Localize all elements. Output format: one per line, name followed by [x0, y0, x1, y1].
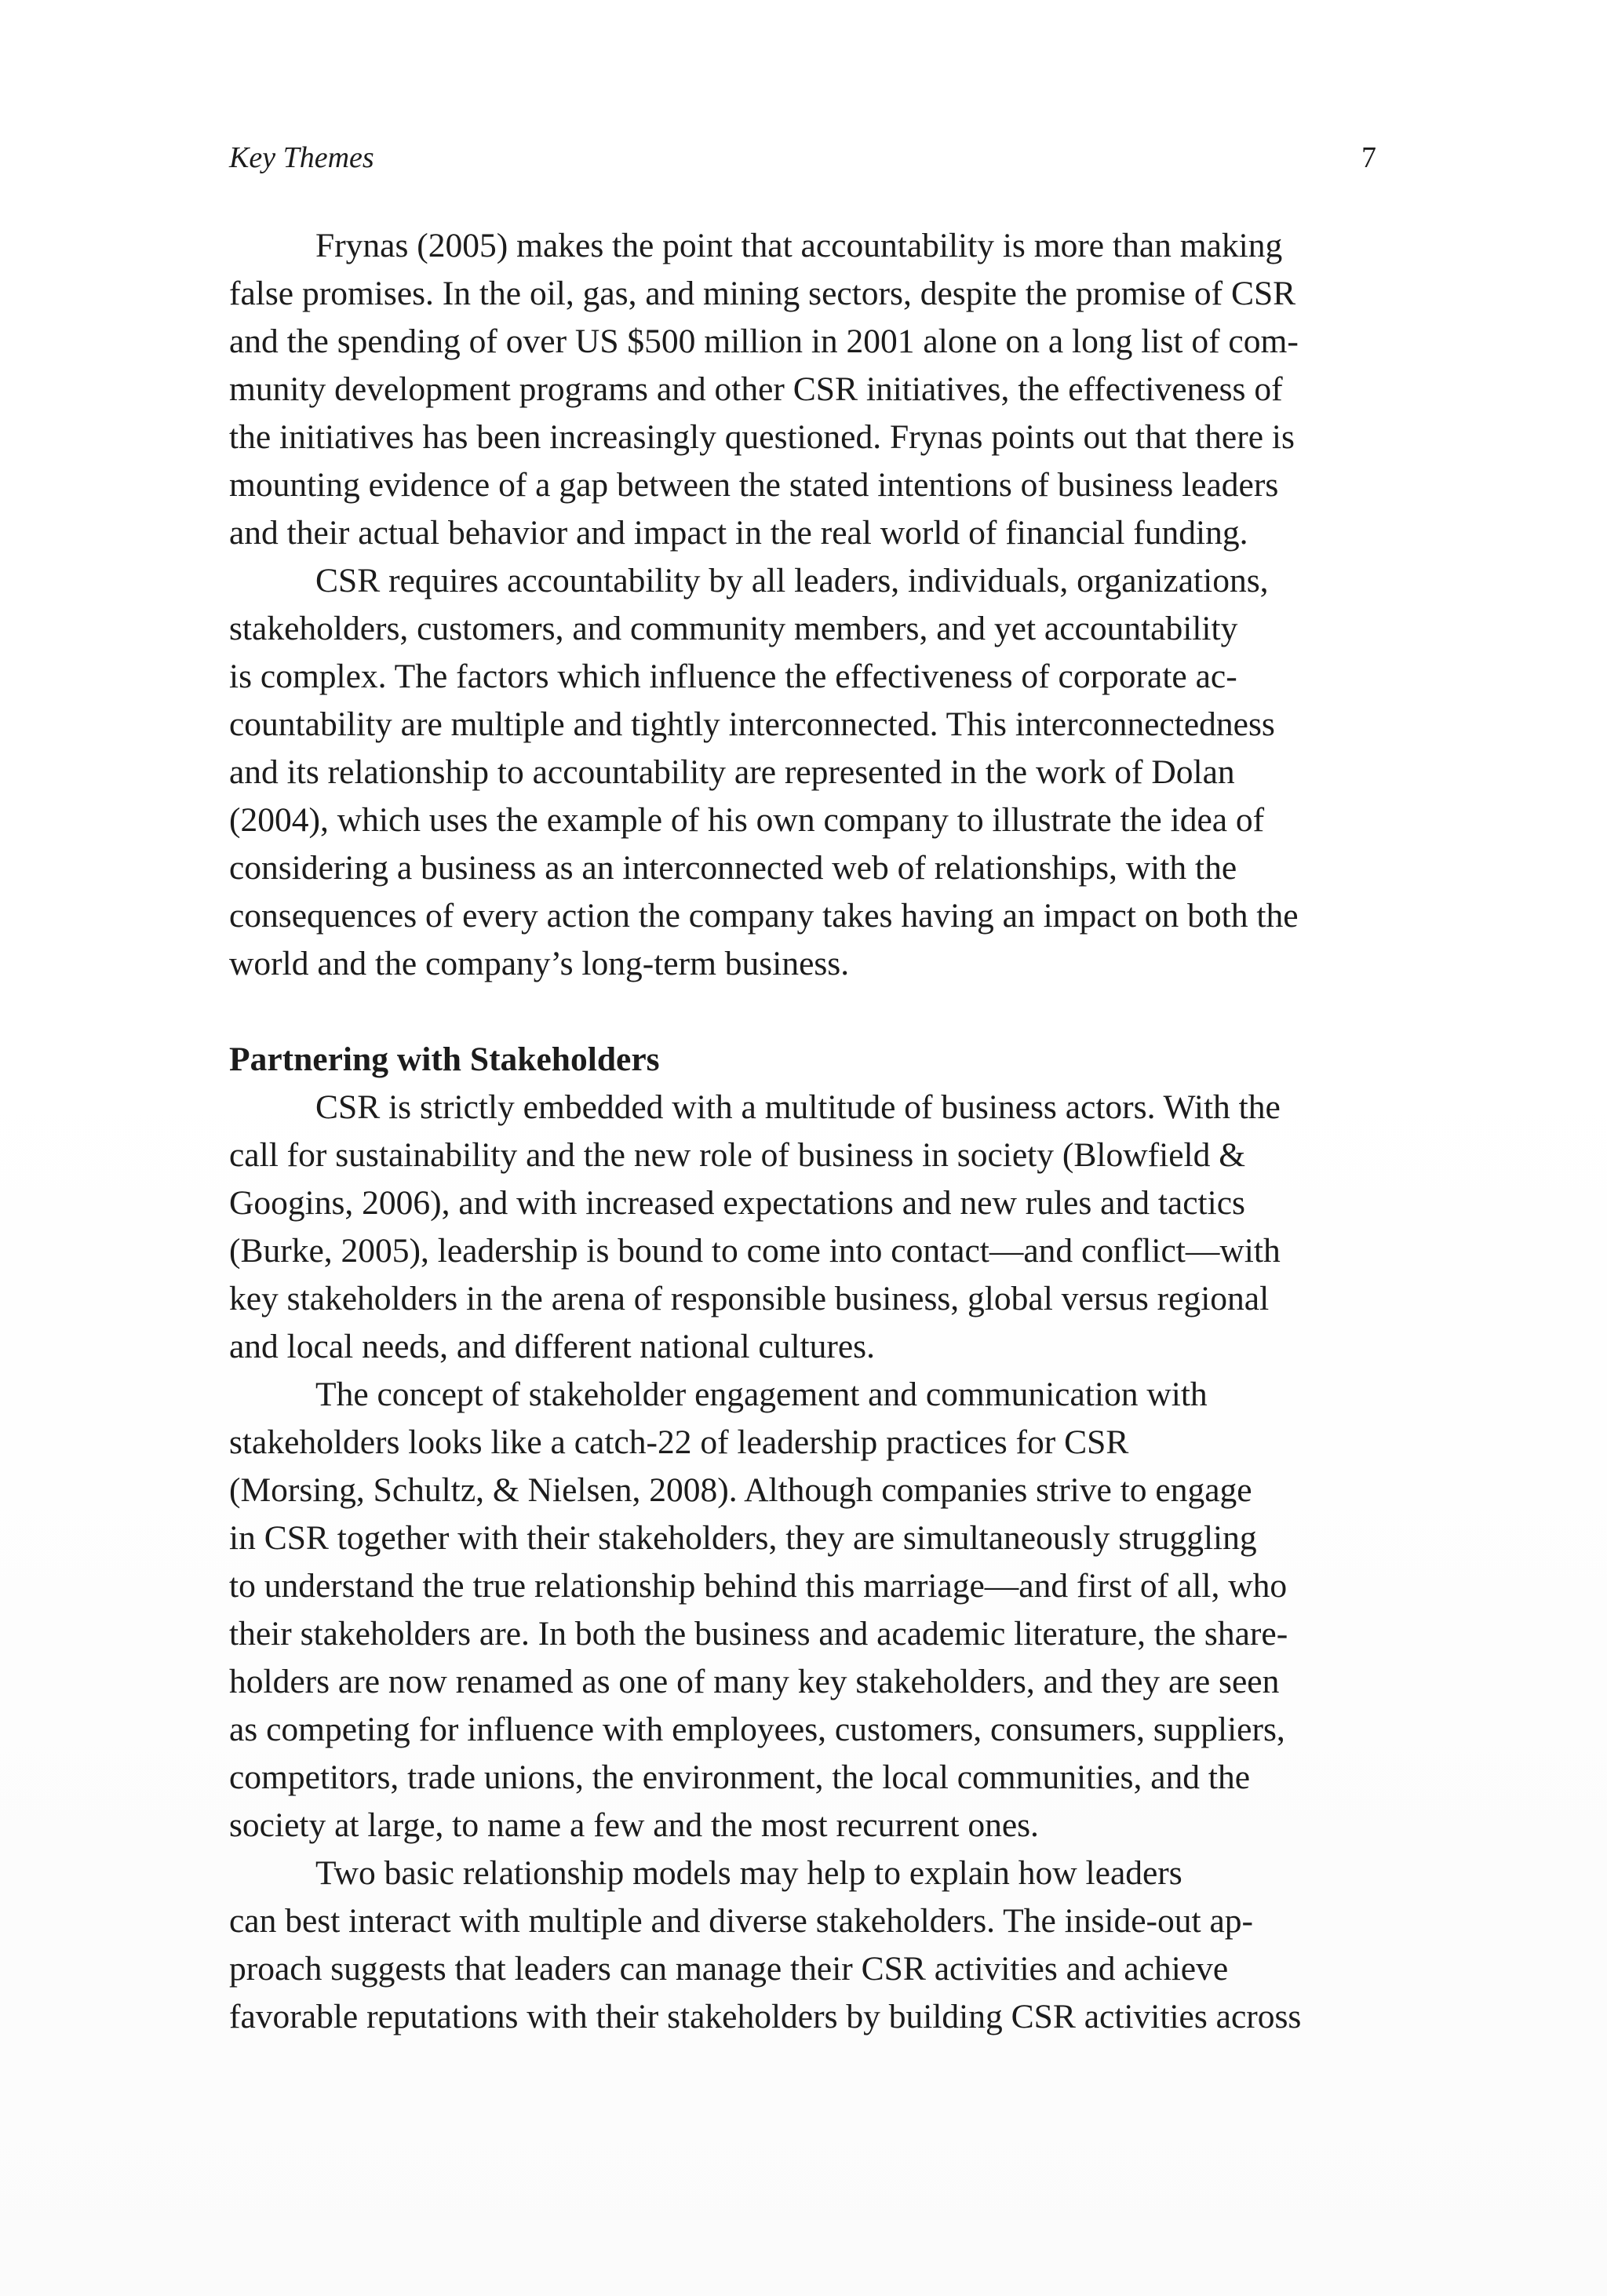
paragraph-stakeholder-engagement [229, 1371, 1376, 1850]
text-line: competitors, trade unions, the environment, the local communities, and the [229, 1758, 1251, 1796]
text-line: as competing for influence with employees, customers, consumers, suppliers, [229, 1711, 1285, 1748]
text-line: munity development programs and other CSR initiatives, the effectiveness of [229, 370, 1283, 408]
text-line: is complex. The factors which influence the effectiveness of corporate ac- [229, 658, 1237, 695]
paragraph-relationship-models [229, 1850, 1376, 2041]
text-line: and its relationship to accountability are represented in the work of Dolan [229, 753, 1235, 791]
section-heading: Partnering with Stakeholders [229, 1040, 660, 1078]
text-line: consequences of every action the company takes having an impact on both the [229, 897, 1299, 935]
running-head [229, 138, 1376, 177]
text-line: The concept of stakeholder engagement and communication with [315, 1376, 1208, 1413]
text-line: in CSR together with their stakeholders, they are simultaneously struggling [229, 1519, 1257, 1557]
text-line: holders are now renamed as one of many key stakeholders, and they are seen [229, 1663, 1280, 1700]
text-line: and the spending of over US $500 million in 2001 alone on a long list of com- [229, 323, 1299, 360]
text-line: Googins, 2006), and with increased expectations and new rules and tactics [229, 1184, 1245, 1222]
page-number: 7 [1361, 141, 1376, 174]
text-line: key stakeholders in the arena of responsible business, global versus regional [229, 1280, 1270, 1317]
text-line: (2004), which uses the example of his own company to illustrate the idea of [229, 801, 1265, 839]
paragraph-business-actors [229, 1084, 1376, 1371]
text-line: considering a business as an interconnected web of relationships, with the [229, 849, 1237, 887]
text-line: and their actual behavior and impact in the real world of financial funding. [229, 514, 1248, 552]
text-line: (Burke, 2005), leadership is bound to come into contact—and conflict—with [229, 1232, 1281, 1270]
text-line: favorable reputations with their stakeholders by building CSR activities across [229, 1998, 1302, 2035]
text-line: mounting evidence of a gap between the stated intentions of business leaders [229, 466, 1279, 504]
paragraph-accountability [229, 557, 1376, 988]
text-line: proach suggests that leaders can manage their CSR activities and achieve [229, 1950, 1229, 1988]
text-line: their stakeholders are. In both the business and academic literature, the share- [229, 1615, 1288, 1653]
text-line: false promises. In the oil, gas, and mining sectors, despite the promise of CSR [229, 275, 1296, 312]
body-text [229, 222, 1376, 2041]
text-line: to understand the true relationship behind this marriage—and first of all, who [229, 1567, 1288, 1605]
text-line: the initiatives has been increasingly questioned. Frynas points out that there is [229, 418, 1295, 456]
text-line: stakeholders looks like a catch-22 of leadership practices for CSR [229, 1423, 1129, 1461]
text-line: world and the company’s long-term business. [229, 945, 850, 982]
paragraph-frynas [229, 222, 1376, 557]
text-line: and local needs, and different national cultures. [229, 1328, 875, 1365]
text-line: can best interact with multiple and diverse stakeholders. The inside-out ap- [229, 1902, 1254, 1940]
text-line: Frynas (2005) makes the point that accountability is more than making [315, 227, 1283, 264]
text-line: call for sustainability and the new role of business in society (Blowfield & [229, 1136, 1246, 1174]
text-line: society at large, to name a few and the most recurrent ones. [229, 1806, 1039, 1844]
text-line: CSR requires accountability by all leaders, individuals, organizations, [315, 562, 1269, 600]
text-line: Two basic relationship models may help to explain how leaders [315, 1854, 1182, 1892]
running-head-title: Key Themes [229, 141, 374, 174]
text-line: (Morsing, Schultz, & Nielsen, 2008). Although companies strive to engage [229, 1471, 1252, 1509]
text-line: countability are multiple and tightly interconnected. This interconnectedness [229, 705, 1275, 743]
text-line: CSR is strictly embedded with a multitude of business actors. With the [315, 1088, 1281, 1126]
section-gap [229, 988, 1376, 1036]
text-line: stakeholders, customers, and community members, and yet accountability [229, 610, 1238, 647]
